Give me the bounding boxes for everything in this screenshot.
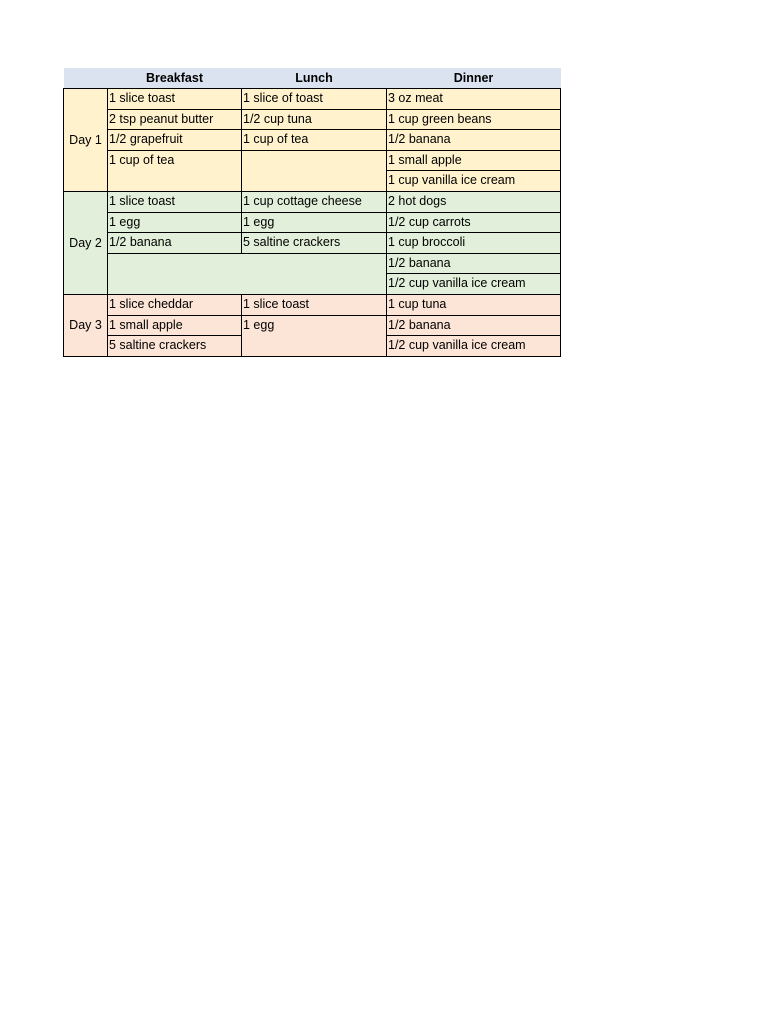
table-row: [64, 233, 561, 254]
table-row: [64, 294, 561, 315]
lunch-item: 1 cup cottage cheese: [242, 191, 387, 212]
dinner-item: 3 oz meat: [387, 89, 561, 110]
breakfast-item: 5 saltine crackers: [108, 336, 242, 357]
dinner-item: 1/2 banana: [387, 130, 561, 151]
lunch-item: 1 egg: [242, 315, 387, 356]
day-label: Day 1: [64, 89, 108, 192]
empty-cell: [242, 150, 387, 191]
dinner-item: 2 hot dogs: [387, 191, 561, 212]
lunch-item: 1 egg: [242, 212, 387, 233]
table-row: [64, 109, 561, 130]
breakfast-item: 1/2 banana: [108, 233, 242, 254]
dinner-item: 1 cup broccoli: [387, 233, 561, 254]
table-row: [64, 89, 561, 110]
breakfast-item: 2 tsp peanut butter: [108, 109, 242, 130]
table-row: [64, 150, 561, 171]
day-label: Day 2: [64, 191, 108, 294]
lunch-item: 1/2 cup tuna: [242, 109, 387, 130]
dinner-item: 1/2 banana: [387, 315, 561, 336]
lunch-item: 1 cup of tea: [242, 130, 387, 151]
corner-cell: [64, 68, 108, 89]
dinner-item: 1 cup green beans: [387, 109, 561, 130]
header-row: [64, 68, 561, 89]
breakfast-item: 1 slice cheddar: [108, 294, 242, 315]
lunch-item: 1 slice toast: [242, 294, 387, 315]
breakfast-item: 1 slice toast: [108, 191, 242, 212]
dinner-item: 1/2 cup carrots: [387, 212, 561, 233]
table-row: [64, 212, 561, 233]
dinner-item: 1/2 banana: [387, 253, 561, 274]
dinner-item: 1/2 cup vanilla ice cream: [387, 336, 561, 357]
day-label: Day 3: [64, 294, 108, 356]
dinner-item: 1 cup tuna: [387, 294, 561, 315]
dinner-item: 1 cup vanilla ice cream: [387, 171, 561, 192]
empty-cell: [108, 253, 387, 294]
table-row: [64, 253, 561, 274]
lunch-item: 1 slice of toast: [242, 89, 387, 110]
breakfast-item: 1 slice toast: [108, 89, 242, 110]
table-row: [64, 191, 561, 212]
breakfast-item: 1 cup of tea: [108, 150, 242, 191]
breakfast-item: 1 small apple: [108, 315, 242, 336]
breakfast-item: 1 egg: [108, 212, 242, 233]
header-breakfast: Breakfast: [108, 68, 242, 89]
table-row: [64, 130, 561, 151]
table-row: [64, 315, 561, 336]
header-lunch: Lunch: [242, 68, 387, 89]
dinner-item: 1 small apple: [387, 150, 561, 171]
lunch-item: 5 saltine crackers: [242, 233, 387, 254]
breakfast-item: 1/2 grapefruit: [108, 130, 242, 151]
header-dinner: Dinner: [387, 68, 561, 89]
dinner-item: 1/2 cup vanilla ice cream: [387, 274, 561, 295]
meal-plan-table: [63, 68, 561, 357]
